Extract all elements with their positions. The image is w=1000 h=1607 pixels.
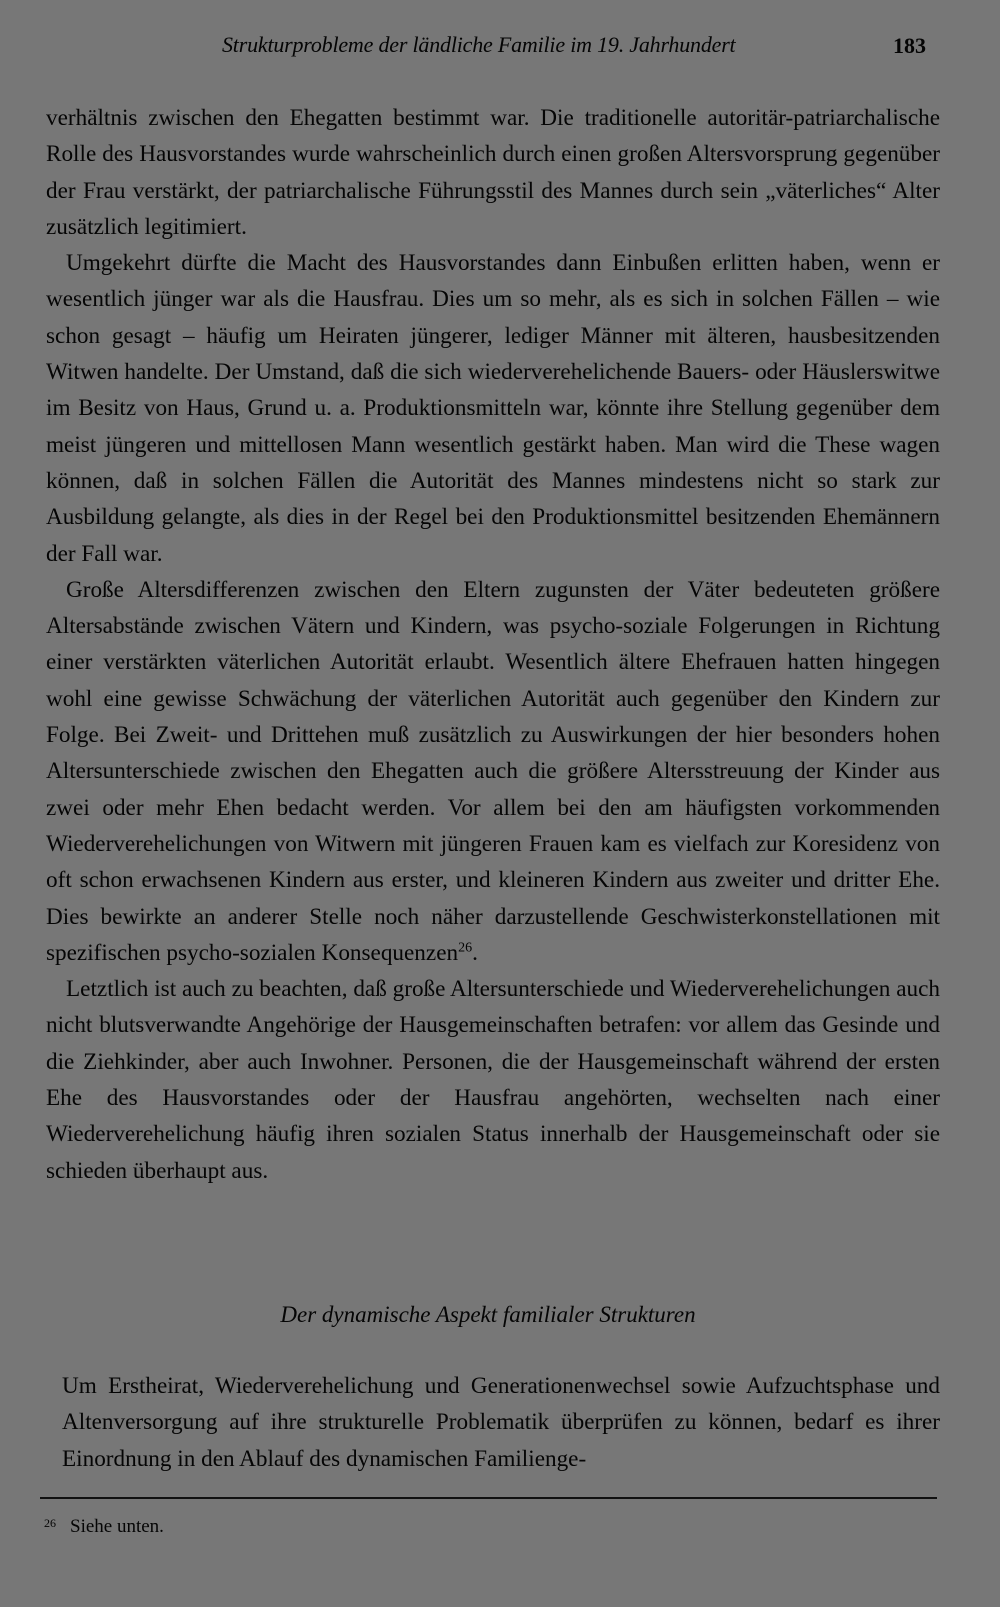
paragraph-text: Große Altersdifferenzen zwischen den Eltern zugunsten der Väter bedeuteten größere Altersabstände zwischen Vätern und Kindern, was psycho-soziale Folgerungen in Richtung einer verstärkten väterlichen Autorität erlaubt. Wesentlich ältere Ehefrauen hatten hingegen wohl eine gewisse Schwächung der väterlichen Autorität auch gegenüber den Kindern zur Folge. Bei Zweit- und Drittehen muß zusätzlich zu Auswirkungen der hier besonders hohen Altersunterschiede zwischen den Ehegatten auch die größere Altersstreuung der Kinder aus zwei oder mehr Ehen bedacht werden. Vor allem bei den am häufigsten vorkommenden Wiederverehelichungen von Witwern mit jüngeren Frauen kam es vielfach zur Koresidenz von oft schon erwachsenen Kindern aus erster, und kleineren Kindern aus zweiter und dritter Ehe. Dies bewirkte an anderer Stelle noch näher darzustellende Geschwisterkonstellationen mit spezifischen psycho-sozialen Konsequenzen bbox=[46, 576, 940, 966]
paragraph-continuation: verhältnis zwischen den Ehegatten bestimmt war. Die traditionelle autoritär-patriarchalische Rolle des Hausvorstandes wurde wahrscheinlich durch einen großen Altersvorsprung gegenüber der Frau verstärkt, der patriarchalische Führungsstil des Mannes durch sein „väterliches“ Alter zusätzlich legitimiert. bbox=[46, 105, 940, 240]
paragraph bbox=[46, 572, 940, 971]
sentence-period: . bbox=[472, 939, 478, 966]
paragraph: Umgekehrt dürfte die Macht des Hausvorstandes dann Einbußen erlitten haben, wenn er wesentlich jünger war als die Hausfrau. Dies um so mehr, als es sich in solchen Fällen – wie schon gesagt – häufig um Heiraten jüngerer, lediger Männer mit älteren, hausbesitzenden Witwen handelte. Der Umstand, daß die sich wiederverehelichende Bauers- oder Häuslerswitwe im Besitz von Haus, Grund u. a. Produktionsmitteln war, könnte ihre Stellung gegenüber dem meist jüngeren und mittellosen Mann wesentlich gestärkt haben. Man wird die These wagen können, daß in solchen Fällen die Autorität des Mannes mindestens nicht so stark zur Ausbildung gelangte, als dies in der Regel bei den Produktionsmittel besitzenden Ehemännern der Fall war. bbox=[46, 250, 940, 567]
paragraph: Letztlich ist auch zu beachten, daß große Altersunterschiede und Wiederverehelichungen auch nicht blutsverwandte Angehörige der Hausgemeinschaften betrafen: vor allem das Gesinde und die Ziehkinder, aber auch Inwohner. Personen, die der Hausgemeinschaft während der ersten Ehe des Hausvorstandes oder der Hausfrau angehörten, wechselten nach einer Wiederverehelichung häufig ihren sozialen Status innerhalb der Hausgemeinschaft oder sie schieden überhaupt aus. bbox=[46, 976, 940, 1184]
footnote-text: Siehe unten. bbox=[70, 1516, 164, 1537]
running-title: Strukturprobleme der ländliche Familie im 19. Jahrhundert bbox=[222, 32, 736, 57]
footnote-reference[interactable]: 26 bbox=[458, 940, 473, 956]
body-text bbox=[46, 100, 940, 1189]
page-number: 183 bbox=[893, 33, 926, 58]
footnote bbox=[44, 1516, 164, 1538]
section-text bbox=[62, 1368, 940, 1477]
section-paragraph: Um Erstheirat, Wiederverehelichung und Generationenwechsel sowie Aufzuchtsphase und Altenversorgung auf ihre strukturelle Problematik überprüfen zu können, bedarf es ihrer Einordnung in den Ablauf des dynamischen Familienge- bbox=[62, 1373, 940, 1472]
section-heading: Der dynamische Aspekt familialer Strukturen bbox=[280, 1302, 696, 1327]
footnote-number: 26 bbox=[44, 1516, 56, 1530]
footnote-divider bbox=[40, 1497, 937, 1499]
